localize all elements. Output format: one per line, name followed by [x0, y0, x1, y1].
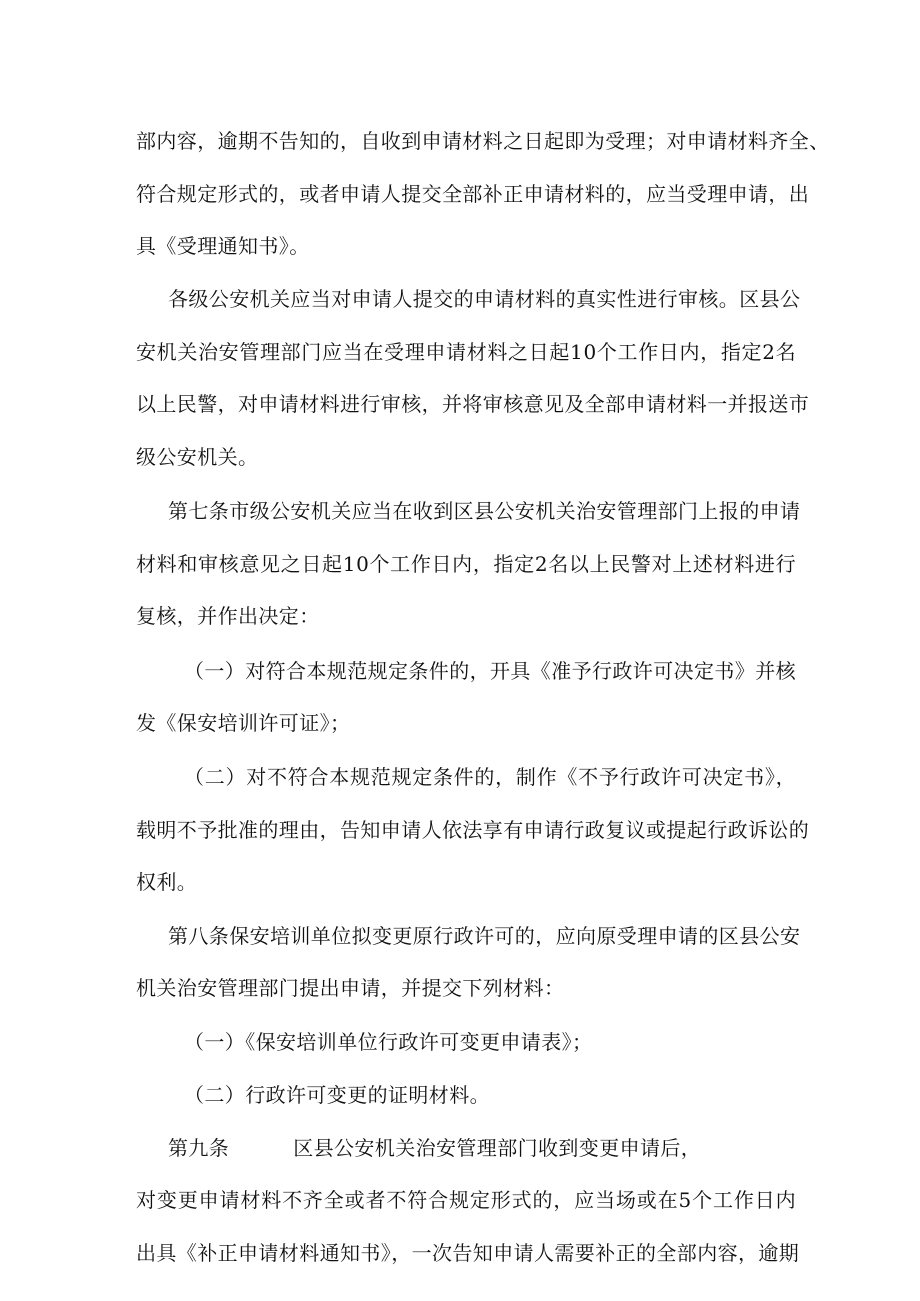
- text-line: [136, 703, 796, 743]
- text-line: [136, 1233, 800, 1273]
- text-line: [136, 121, 830, 161]
- text-line-content: 出具《补正申请材料通知书》，一次告知申请人需要补正的全部内容，逾期: [136, 1241, 800, 1265]
- text-line-content: 级公安机关。: [136, 445, 259, 469]
- text-line-content: 第七条市级公安机关应当在收到区县公安机关治安管理部门上报的申请: [168, 499, 801, 523]
- text-line-content: 载明不予批准的理由，告知申请人依法享有申请行政复议或提起行政诉讼的: [136, 818, 810, 842]
- text-line-content: 复核，并作出决定：: [136, 604, 320, 628]
- text-line: [184, 1022, 796, 1062]
- text-line-content: 各级公安机关应当对申请人提交的申请材料的真实性进行审核。区县公: [168, 287, 801, 311]
- text-line: [136, 596, 796, 636]
- text-line: [184, 757, 796, 797]
- text-line: [136, 862, 796, 902]
- text-line-content: 区县公安机关治安管理部门收到变更申请后，: [293, 1136, 702, 1160]
- text-line-content: （二）对不符合本规范规定条件的，制作《不予行政许可决定书》，: [184, 765, 797, 789]
- text-line: [168, 916, 801, 956]
- text-line-content: 符合规定形式的，或者申请人提交全部补正申请材料的，应当受理申请，出: [136, 182, 810, 206]
- text-line-content: 权利。: [136, 870, 198, 894]
- text-line: [136, 1180, 796, 1220]
- text-line: [136, 810, 810, 850]
- text-line-content: 安机关治安管理部门应当在受理申请材料之日起10个工作日内，指定2名: [136, 340, 797, 364]
- text-line: [136, 544, 796, 584]
- text-line-content: （一）对符合本规范规定条件的，开具《准予行政许可决定书》并核: [184, 659, 796, 683]
- text-line: [168, 491, 801, 531]
- text-line-content: 发《保安培训许可证》；: [136, 711, 351, 735]
- text-line-content: 部内容，逾期不告知的，自收到申请材料之日起即为受理；对申请材料齐全、: [136, 129, 830, 153]
- text-line: [184, 1075, 796, 1115]
- text-line: [136, 968, 796, 1008]
- article-heading: 第九条: [168, 1136, 230, 1160]
- text-line: [184, 651, 796, 691]
- text-line-content: 以上民警，对申请材料进行审核，并将审核意见及全部申请材料一并报送市: [136, 392, 810, 416]
- text-line: [168, 1128, 796, 1168]
- text-line: [168, 279, 801, 319]
- text-line: [136, 437, 796, 477]
- text-line-content: 机关治安管理部门提出申请，并提交下列材料：: [136, 976, 565, 1000]
- text-line-content: 材料和审核意见之日起10个工作日内，指定2名以上民警对上述材料进行: [136, 552, 797, 576]
- text-line-content: （一）《保安培训单位行政许可变更申请表》；: [184, 1030, 593, 1054]
- text-line-content: 第八条保安培训单位拟变更原行政许可的，应向原受理申请的区县公安: [168, 924, 801, 948]
- text-line: [136, 384, 810, 424]
- text-line-content: （二）行政许可变更的证明材料。: [184, 1083, 490, 1107]
- text-line-content: 对变更申请材料不齐全或者不符合规定形式的，应当场或在5个工作日内: [136, 1188, 797, 1212]
- text-line: [136, 332, 796, 372]
- text-line: [136, 226, 796, 266]
- text-line-content: 具《受理通知书》。: [136, 234, 310, 258]
- text-line: [136, 174, 810, 214]
